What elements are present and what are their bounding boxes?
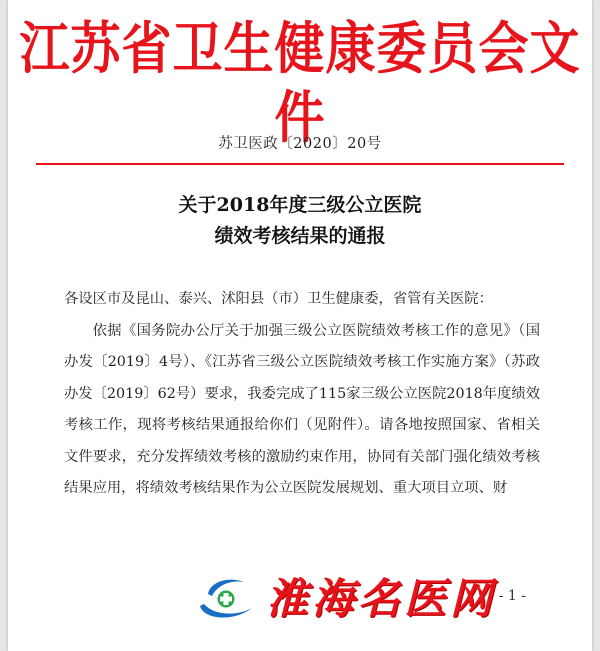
paragraph-1: 依据《国务院办公厅关于加强三级公立医院绩效考核工作的意见》（国办发〔2019〕4号）、《江苏省三级公立医院绩效考核工作实施方案》（苏政办发〔2019〕62号）要求，我委完成了115家三级公立医院2018年度绩效考核工作，现将考核结果通报给你们（见附件）。请各地按照国家、省相关文件要求，充分发挥绩效考核的激励约束作用，协同有关部门强化绩效考核结果应用，将绩效考核结果作为公立医院发展规划、重大项目立项、财 xyxy=(64,322,540,496)
watermark-text: 淮海名医网 xyxy=(266,574,497,623)
title-line-1: 关于2018年度三级公立医院 xyxy=(178,194,422,216)
title-line-2: 绩效考核结果的通报 xyxy=(214,225,386,247)
watermark-logo-icon xyxy=(194,572,258,622)
document-page xyxy=(8,0,592,651)
page-number: - 1 - xyxy=(498,588,526,604)
masthead-title: 江苏省卫生健康委员会文件 xyxy=(19,15,581,151)
document-number: 苏卫医政〔2020〕20号 xyxy=(218,136,382,152)
red-divider xyxy=(36,163,564,165)
salutation: 各设区市及昆山、泰兴、沭阳县（市）卫生健康委，省管有关医院： xyxy=(64,291,493,307)
document-body xyxy=(64,284,540,505)
document-title xyxy=(8,190,592,252)
